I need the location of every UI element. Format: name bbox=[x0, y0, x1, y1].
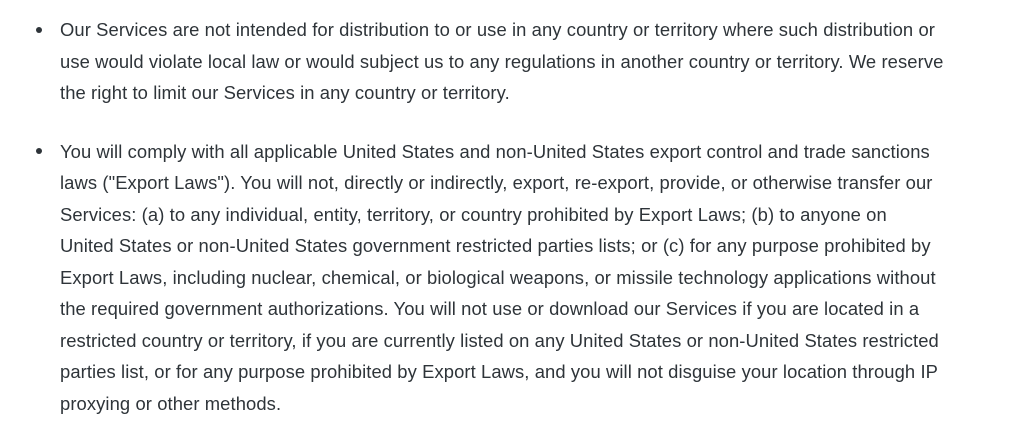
list-item bbox=[26, 136, 944, 420]
list-item bbox=[26, 14, 944, 109]
list-item-text: You will comply with all applicable United States and non-United States export control and trade sanctions laws ("Export Laws"). You will not, directly or indirectly, export, re-export, provide, or otherwise transfer our Services: (a) to any individual, entity, territory, or country prohibited by Export Laws; (b) to anyone on United States or non-United States government restricted parties lists; or (c) for any purpose prohibited by Export Laws, including nuclear, chemical, or biological weapons, or missile technology applications without the required government authorizations. You will not use or download our Services if you are located in a restricted country or territory, if you are currently listed on any United States or non-United States restricted parties list, or for any purpose prohibited by Export Laws, and you will not disguise your location through IP proxying or other methods. bbox=[60, 140, 939, 414]
terms-bullet-list bbox=[26, 14, 944, 419]
bullet-point-icon bbox=[36, 27, 42, 33]
bullet-point-icon bbox=[36, 148, 42, 154]
list-item-text: Our Services are not intended for distribution to or use in any country or territory where such distribution or use would violate local law or would subject us to any regulations in another country or territory. We reserve the right to limit our Services in any country or territory. bbox=[60, 19, 944, 103]
